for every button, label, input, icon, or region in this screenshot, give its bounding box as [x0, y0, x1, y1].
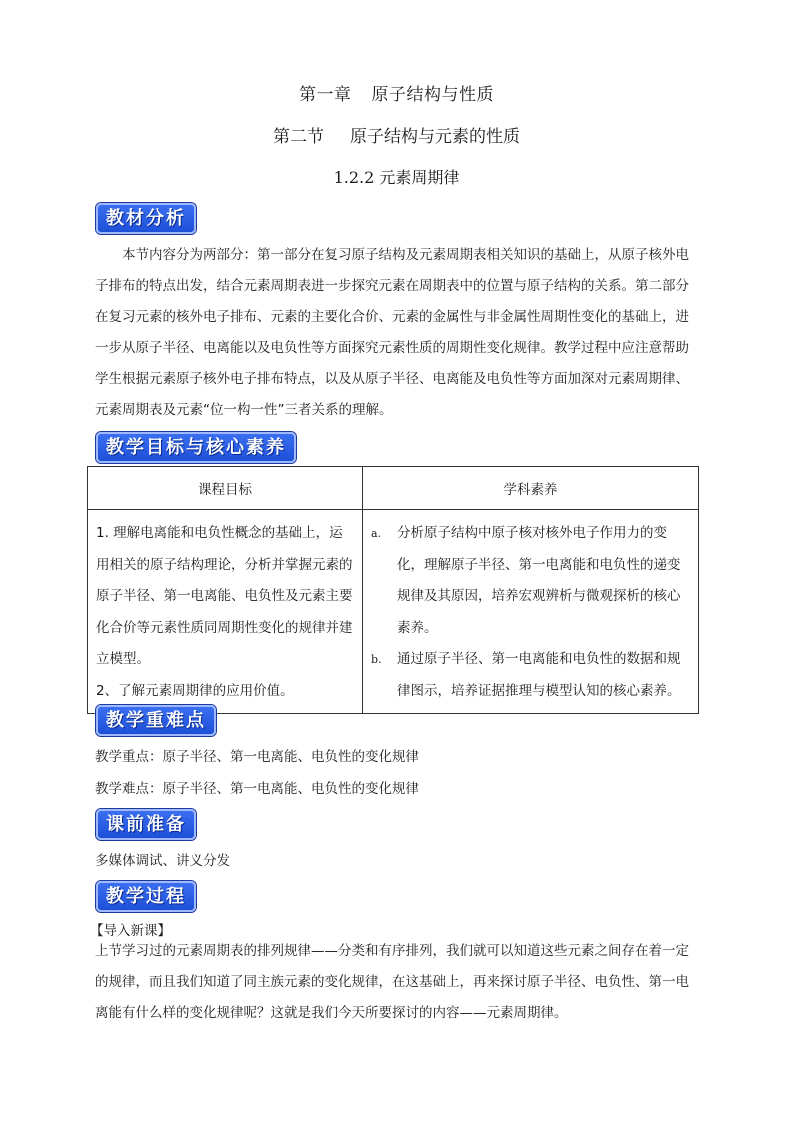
course-goals-cell [88, 510, 363, 714]
goals-table [87, 466, 699, 714]
literacy-text-b: 通过原子半径、第一电离能和电负性的数据和规律图示，培养证据推理与模型认知的核心素养。 [397, 651, 681, 699]
intro-text: 上节学习过的元素周期表的排列规律——分类和有序排列，我们就可以知道这些元素之间存在着一定的规律，而且我们知道了同主族元素的变化规律，在这基础上，再来探讨原子半径、电负性、第一电离能有什么样的变化规律呢？这就是我们今天所要探讨的内容——元素周期律。 [95, 943, 689, 1021]
chapter-title [0, 80, 793, 105]
chapter-name: 原子结构与性质 [371, 85, 494, 105]
goals-table-body-row [88, 510, 699, 714]
lesson-title [0, 165, 793, 188]
objective-2: 2、了解元素周期律的应用价值。 [96, 682, 294, 699]
chapter-number: 第一章 [299, 85, 352, 105]
teaching-difficulty: 教学难点：原子半径、第一电离能、电负性的变化规律 [95, 781, 419, 797]
header-course-goals: 课程目标 [88, 467, 363, 510]
analysis-text: 本节内容分为两部分：第一部分在复习原子结构及元素周期表相关知识的基础上，从原子核外电子排布的特点出发，结合元素周期表进一步探究元素在周期表中的位置与原子结构的关系。第二部分在复习元素的核外电子排布、元素的主要化合价、元素的金属性与非金属性周期性变化的基础上，进一步从原子半径、电离能以及电负性等方面探究元素性质的周期性变化规律。教学过程中应注意帮助学生根据元素原子核外电子排布特点，以及从原子半径、电离能及电负性等方面加深对元素周期律、元素周期表及元素“位一构一性”三者关系的理解。 [95, 247, 689, 418]
section-badge-goals: 教学目标与核心素养 [96, 432, 296, 463]
section-name: 原子结构与元素的性质 [350, 127, 520, 147]
section-badge-process: 教学过程 [96, 881, 196, 912]
subject-literacy-cell [363, 510, 699, 714]
lesson-number: 1.2.2 [333, 168, 375, 187]
lesson-name: 元素周期律 [379, 168, 460, 187]
literacy-marker-a: a. [371, 527, 382, 540]
section-title [0, 122, 793, 147]
literacy-item-a [371, 518, 690, 644]
analysis-paragraph [95, 240, 700, 426]
literacy-text-a: 分析原子结构中原子核对核外电子作用力的变化，理解原子半径、第一电离能和电负性的递变规律及其原因，培养宏观辨析与微观探析的核心素养。 [397, 525, 681, 636]
intro-paragraph [95, 936, 700, 1029]
section-badge-preparation: 课前准备 [96, 809, 196, 840]
teaching-focus: 教学重点：原子半径、第一电离能、电负性的变化规律 [95, 749, 419, 765]
literacy-marker-b: b. [371, 653, 382, 666]
preparation-text: 多媒体调试、讲义分发 [95, 853, 230, 869]
section-badge-key-points: 教学重难点 [96, 705, 216, 736]
header-subject-literacy: 学科素养 [363, 467, 699, 510]
objective-1: 1. 理解电离能和电负性概念的基础上，运用相关的原子结构理论，分析并掌握元素的原子半径、第一电离能、电负性及元素主要化合价等元素性质同周期性变化的规律并建立模型。 [96, 525, 353, 667]
literacy-item-b [371, 644, 690, 707]
goals-table-header-row [88, 467, 699, 510]
section-number: 第二节 [273, 127, 324, 147]
section-badge-analysis: 教材分析 [96, 203, 196, 234]
intro-label: 【导入新课】 [90, 923, 171, 939]
